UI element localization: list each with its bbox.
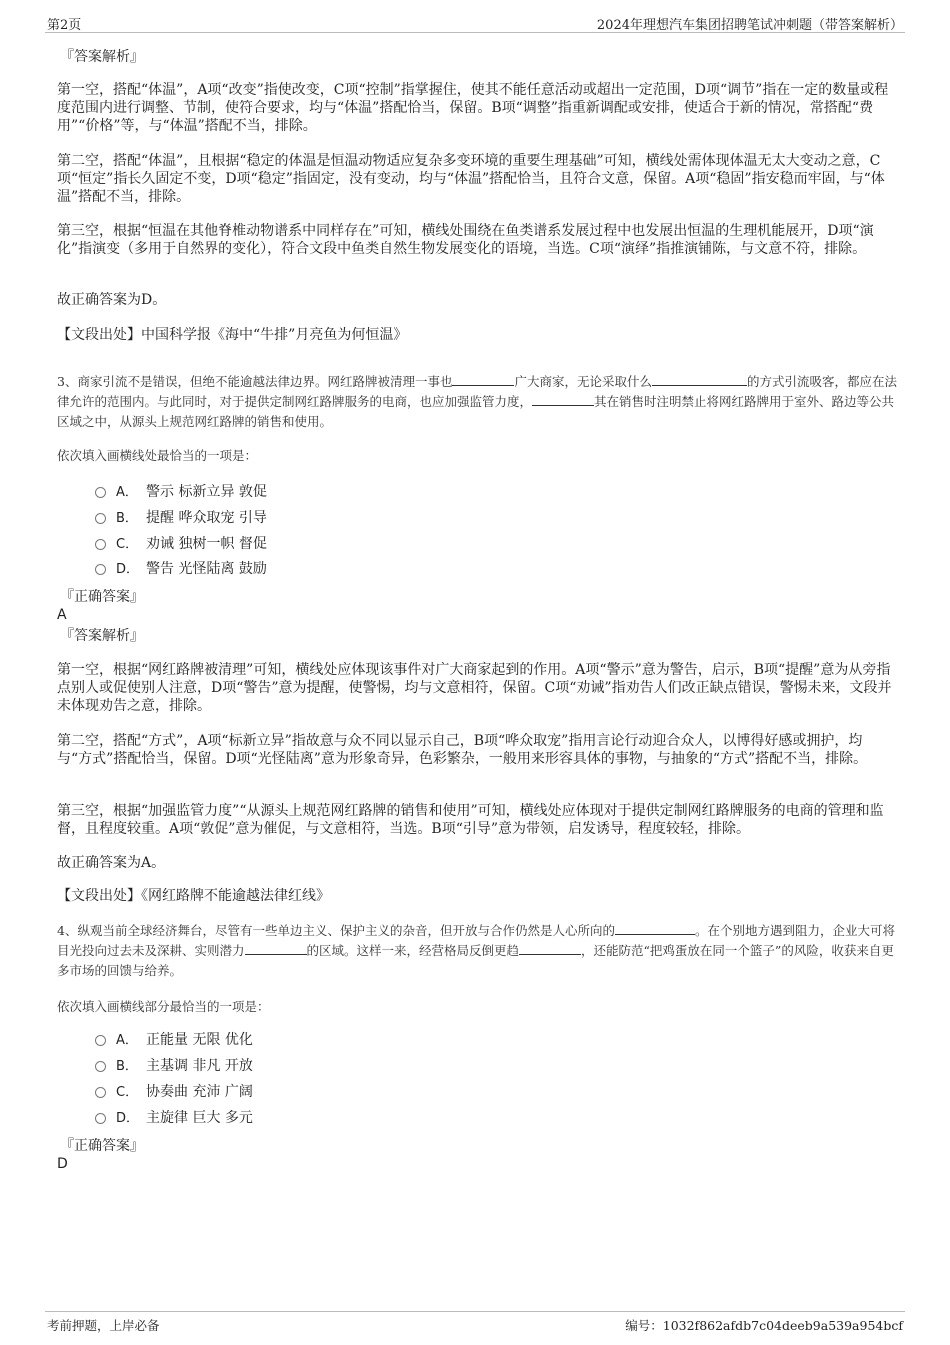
document-id: 编号：1032f862afdb7c04deeb9a539a954bcf <box>625 1318 903 1333</box>
q3-stem: 3、商家引流不是错误，但绝不能逾越法律边界。网红路牌被清理一事也 广大商家，无论采取什么 的方式引流吸客，都应在法律允许的范围内。与此同时，对于提供定制网红路牌服务的电商，也应加强监管力度， 其在销售时注明禁止将网红路牌用于室外、路边等公共区域之中，从源头上规范网红路牌的销售和使用。 <box>57 374 897 429</box>
q4-option-b[interactable]: B． 主基调 非凡 开放 <box>95 1056 253 1076</box>
blank <box>245 942 307 955</box>
q2-source: 【文段出处】中国科学报《海中“牛排”月亮鱼为何恒温》 <box>57 327 408 343</box>
radio-icon[interactable] <box>95 487 106 498</box>
radio-icon[interactable] <box>95 1061 106 1072</box>
q3-analysis-label: 『答案解析』 <box>60 628 144 644</box>
q3-option-a[interactable]: A． 警示 标新立异 敦促 <box>95 482 267 502</box>
blank <box>452 373 514 386</box>
q4-answer: D <box>57 1156 68 1172</box>
q4-option-c[interactable]: C． 协奏曲 充沛 广阔 <box>95 1082 253 1102</box>
q2-analysis-p1: 第一空，搭配“体温”，A项“改变”指使改变，C项“控制”指掌握住，使其不能任意活动或超出一定范围，D项“调节”指在一定的数量或程度范围内进行调整、节制，使符合要求，均与“体温”搭配恰当，保留。B项“调整”指重新调配或安排，使适合于新的情况，常搭配“费用”“价格”等，与“体温”搭配不当，排除。 <box>57 82 889 134</box>
blank <box>615 922 695 935</box>
q2-analysis-p2: 第二空，搭配“体温”，且根据“稳定的体温是恒温动物适应复杂多变环境的重要生理基础”可知，横线处需体现体温无太大变动之意，C项“恒定”指长久固定不变，D项“稳定”指固定，没有变动，均与“体温”搭配恰当，且符合文意，保留。A项“稳固”指安稳而牢固，与“体温”搭配不当，排除。 <box>57 153 885 205</box>
radio-icon[interactable] <box>95 564 106 575</box>
footer-slogan: 考前押题，上岸必备 <box>47 1318 160 1333</box>
blank <box>652 373 747 386</box>
blank <box>532 393 594 406</box>
q4-answer-label: 『正确答案』 <box>60 1138 144 1154</box>
q2-analysis-p3: 第三空，根据“恒温在其他脊椎动物谱系中同样存在”可知，横线处围绕在鱼类谱系发展过程中也发展出恒温的生理机能展开，D项“演化”指演变（多用于自然界的变化），符合文段中鱼类自然生物发展变化的语境，当选。C项“演绎”指推演铺陈，与文意不符，排除。 <box>57 223 874 257</box>
radio-icon[interactable] <box>95 1035 106 1046</box>
q3-analysis-p2: 第二空，搭配“方式”，A项“标新立异”指故意与众不同以显示自己，B项“哗众取宠”指用言论行动迎合众人，以博得好感或拥护，均与“方式”搭配恰当，保留。D项“光怪陆离”意为形象奇异，色彩繁杂，一般用来形容具体的事物，与抽象的“方式”搭配不当，排除。 <box>57 733 868 767</box>
q4-stem: 4、纵观当前全球经济舞台，尽管有一些单边主义、保护主义的杂音，但开放与合作仍然是人心所向的 。在个别地方遇到阻力，企业大可将目光投向过去未及深耕、实则潜力 的区域。这样一来，经营格局反倒更趋 ，还能防范“把鸡蛋放在同一个篮子”的风险，收获来自更多市场的回馈与给养。 <box>57 923 895 978</box>
q3-option-c[interactable]: C． 劝诫 独树一帜 督促 <box>95 534 267 554</box>
q3-option-b[interactable]: B． 提醒 哗众取宠 引导 <box>95 508 267 528</box>
q2-conclusion: 故正确答案为D。 <box>57 292 167 308</box>
document-title: 2024年理想汽车集团招聘笔试冲刺题（带答案解析） <box>596 18 903 33</box>
blank <box>519 942 581 955</box>
q3-conclusion: 故正确答案为A。 <box>57 855 166 871</box>
page-number: 第2页 <box>47 18 82 33</box>
radio-icon[interactable] <box>95 539 106 550</box>
q3-instruction: 依次填入画横线处最恰当的一项是： <box>57 448 258 463</box>
q3-answer: A <box>57 607 67 623</box>
q4-option-a[interactable]: A． 正能量 无限 优化 <box>95 1030 253 1050</box>
radio-icon[interactable] <box>95 1087 106 1098</box>
q2-analysis-label: 『答案解析』 <box>60 49 144 65</box>
radio-icon[interactable] <box>95 1113 106 1124</box>
q4-instruction: 依次填入画横线部分最恰当的一项是： <box>57 999 270 1014</box>
radio-icon[interactable] <box>95 513 106 524</box>
page-footer <box>45 1311 905 1336</box>
q4-option-d[interactable]: D． 主旋律 巨大 多元 <box>95 1108 253 1128</box>
page-header <box>45 12 905 33</box>
q3-source: 【文段出处】《网红路牌不能逾越法律红线》 <box>57 888 330 904</box>
q3-analysis-p3: 第三空，根据“加强监管力度”“从源头上规范网红路牌的销售和使用”可知，横线处应体现对于提供定制网红路牌服务的电商的管理和监督，且程度较重。A项“敦促”意为催促，与文意相符，当选。B项“引导”意为带领，启发诱导，程度较轻，排除。 <box>57 803 884 837</box>
q3-analysis-p1: 第一空，根据“网红路牌被清理”可知，横线处应体现该事件对广大商家起到的作用。A项“警示”意为警告，启示，B项“提醒”意为从旁指点别人或促使别人注意，D项“警告”意为提醒，使警惕，均与文意相符，保留。C项“劝诫”指劝告人们改正缺点错误，警惕未来，文段并未体现劝告之意，排除。 <box>57 662 892 714</box>
q3-answer-label: 『正确答案』 <box>60 589 144 605</box>
q3-option-d[interactable]: D． 警告 光怪陆离 鼓励 <box>95 559 267 579</box>
